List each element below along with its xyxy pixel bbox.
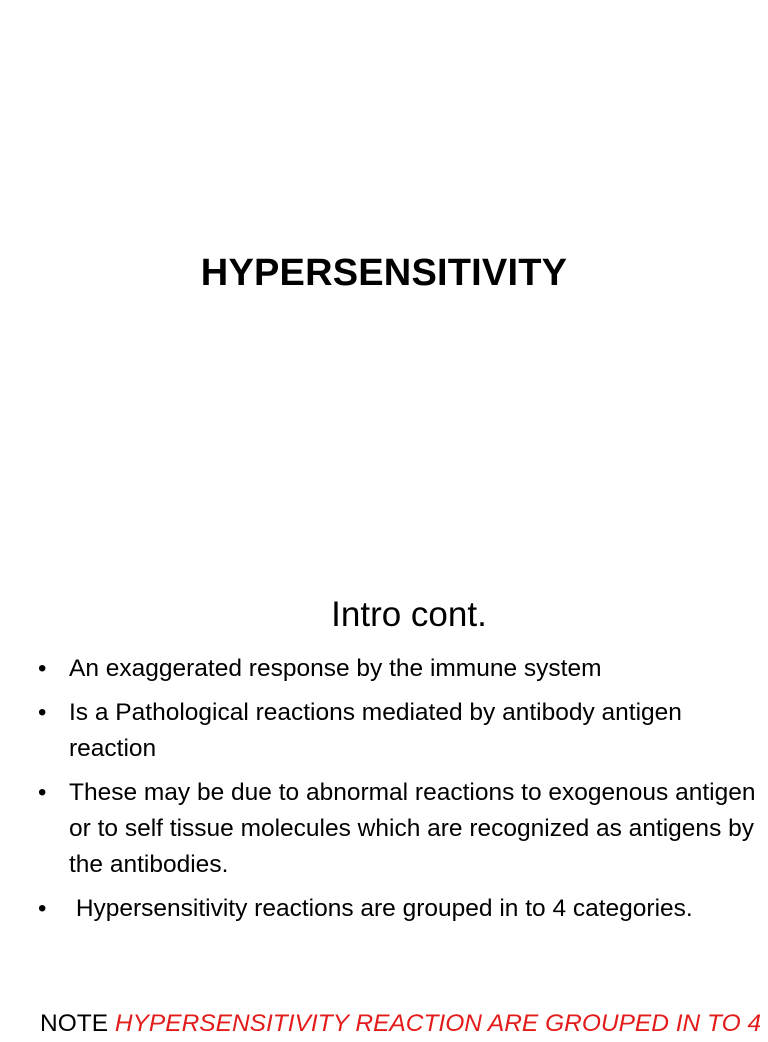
bullet-marker: • (38, 699, 47, 726)
bullet-text: Hypersensitivity reactions are grouped in to 4 categories. (69, 895, 693, 922)
bullet-item (38, 775, 760, 883)
note-label: NOTE (40, 1010, 115, 1037)
slide-title: HYPERSENSITIVITY (200, 252, 568, 294)
bullet-marker: • (38, 779, 47, 806)
bullet-list (38, 651, 760, 935)
section-heading: Intro cont. (331, 595, 487, 634)
bullet-marker: • (38, 895, 47, 922)
bullet-text: An exaggerated response by the immune system (69, 655, 602, 682)
bullet-text: Is a Pathological reactions mediated by antibody antigen reaction (69, 699, 682, 762)
bullet-item (38, 651, 760, 687)
bullet-item (38, 695, 760, 767)
bullet-item (38, 891, 760, 927)
note-text: HYPERSENSITIVITY REACTION ARE GROUPED IN TO 4 (114, 1010, 762, 1037)
bullet-marker: • (38, 655, 47, 682)
note-line (40, 1006, 768, 1042)
bullet-text: These may be due to abnormal reactions to exogenous antigen or to self tissue molecules which are recognized as antigens by the antibodies. (69, 779, 756, 878)
